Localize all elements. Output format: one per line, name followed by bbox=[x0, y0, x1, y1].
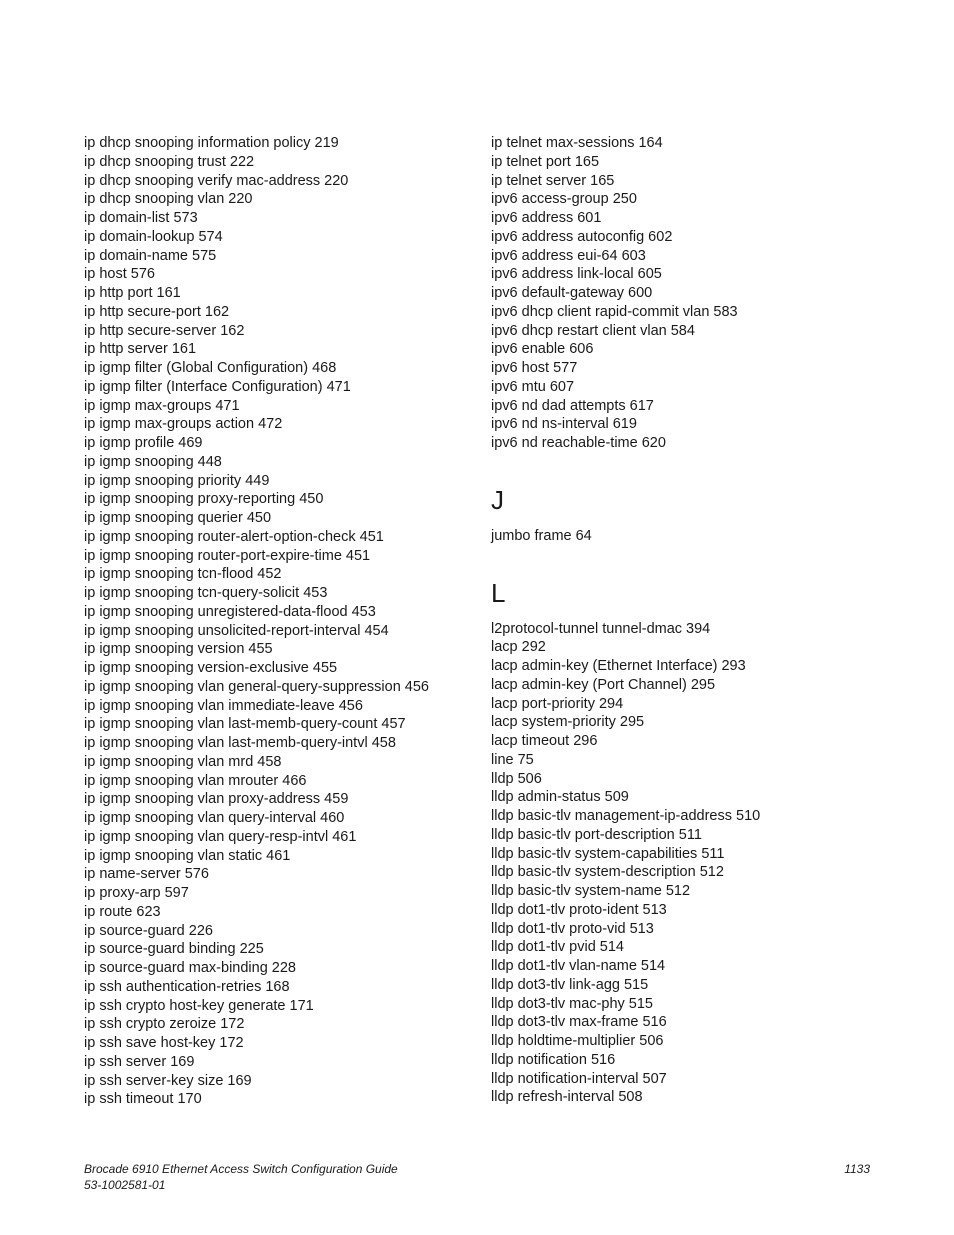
index-entry: ip http server 161 bbox=[84, 341, 197, 358]
index-list-l bbox=[491, 620, 911, 1108]
index-entry: ip igmp snooping tcn-flood 452 bbox=[84, 566, 282, 583]
index-entry: ip dhcp snooping verify mac-address 220 bbox=[84, 172, 349, 189]
index-entry: ip name-server 576 bbox=[84, 866, 209, 883]
index-entry: lacp system-priority 295 bbox=[491, 714, 645, 731]
index-entry: ip igmp snooping vlan last-memb-query-intvl 458 bbox=[84, 735, 396, 751]
index-entry: ipv6 nd dad attempts 617 bbox=[491, 397, 654, 414]
index-entry: ip igmp snooping vlan last-memb-query-count 457 bbox=[84, 716, 406, 733]
index-entry: lldp dot3-tlv mac-phy 515 bbox=[491, 995, 653, 1012]
index-entry: ip igmp snooping version 455 bbox=[84, 641, 273, 658]
footer-left bbox=[84, 1161, 398, 1193]
index-entry: ipv6 address autoconfig 602 bbox=[491, 228, 673, 245]
index-list-i-left bbox=[84, 134, 474, 1109]
index-entry: ip igmp snooping router-alert-option-check 451 bbox=[84, 528, 384, 545]
index-entry: ip telnet port 165 bbox=[491, 153, 600, 170]
index-entry: ip domain-name 575 bbox=[84, 247, 217, 264]
index-entry: ip dhcp snooping vlan 220 bbox=[84, 191, 253, 208]
index-entry: ip route 623 bbox=[84, 903, 161, 920]
index-entry: ip http secure-port 162 bbox=[84, 303, 230, 320]
index-entry: ip igmp snooping priority 449 bbox=[84, 472, 270, 489]
index-entry: ip dhcp snooping information policy 219 bbox=[84, 135, 339, 151]
index-entry: ip ssh timeout 170 bbox=[84, 1091, 202, 1108]
index-entry: ipv6 dhcp client rapid-commit vlan 583 bbox=[491, 303, 738, 320]
index-entry: ipv6 default-gateway 600 bbox=[491, 285, 653, 301]
index-entry: ipv6 address link-local 605 bbox=[491, 266, 662, 283]
index-list-j bbox=[491, 527, 911, 546]
index-entry: ipv6 nd ns-interval 619 bbox=[491, 416, 637, 433]
index-entry: lldp basic-tlv management-ip-address 510 bbox=[491, 808, 761, 824]
index-entry: lldp basic-tlv port-description 511 bbox=[491, 826, 702, 843]
index-entry: ip igmp snooping tcn-query-solicit 453 bbox=[84, 585, 328, 601]
index-entry: ip domain-list 573 bbox=[84, 210, 198, 226]
index-entry: ip igmp snooping vlan mrd 458 bbox=[84, 753, 282, 770]
index-entry: ip ssh crypto host-key generate 171 bbox=[84, 997, 314, 1014]
index-entry: lacp 292 bbox=[491, 639, 546, 656]
index-entry: lldp admin-status 509 bbox=[491, 789, 629, 806]
index-entry: ip dhcp snooping trust 222 bbox=[84, 153, 255, 170]
index-entry: ip igmp snooping vlan immediate-leave 456 bbox=[84, 697, 363, 714]
footer-right bbox=[844, 1161, 870, 1177]
index-entry: lldp notification 516 bbox=[491, 1051, 616, 1068]
index-entry: ip ssh crypto zeroize 172 bbox=[84, 1016, 245, 1033]
index-entry: lldp basic-tlv system-description 512 bbox=[491, 864, 724, 881]
index-entry: ip igmp filter (Interface Configuration) 471 bbox=[84, 378, 351, 395]
index-entry: ipv6 nd reachable-time 620 bbox=[491, 435, 666, 451]
section-heading-j: J bbox=[491, 484, 504, 515]
footer-doc-number: 53-1002581-01 bbox=[84, 1178, 166, 1192]
index-entry: ip igmp snooping unregistered-data-flood 453 bbox=[84, 603, 376, 620]
index-entry: lldp basic-tlv system-name 512 bbox=[491, 883, 691, 899]
index-entry: ip telnet server 165 bbox=[491, 172, 615, 189]
index-entry: ip igmp snooping vlan query-resp-intvl 461 bbox=[84, 828, 357, 845]
index-entry: ip http secure-server 162 bbox=[84, 322, 245, 339]
index-entry: lacp admin-key (Port Channel) 295 bbox=[491, 676, 716, 693]
index-entry: lacp admin-key (Ethernet Interface) 293 bbox=[491, 658, 746, 674]
index-entry: l2protocol-tunnel tunnel-dmac 394 bbox=[491, 620, 711, 637]
index-entry: ip igmp snooping vlan mrouter 466 bbox=[84, 772, 307, 789]
index-entry: ip igmp max-groups 471 bbox=[84, 397, 240, 414]
index-entry: lldp dot1-tlv vlan-name 514 bbox=[491, 958, 666, 974]
index-entry: lldp dot3-tlv link-agg 515 bbox=[491, 976, 649, 993]
index-entry: ipv6 mtu 607 bbox=[491, 378, 575, 395]
index-entry: ip igmp profile 469 bbox=[84, 435, 203, 451]
index-entry: ip ssh server 169 bbox=[84, 1053, 195, 1070]
index-entry: ip domain-lookup 574 bbox=[84, 228, 223, 245]
index-entry: ip igmp snooping unsolicited-report-interval 454 bbox=[84, 622, 389, 639]
index-entry: ip source-guard binding 225 bbox=[84, 941, 264, 958]
index-entry: lldp 506 bbox=[491, 770, 542, 787]
index-entry: lldp basic-tlv system-capabilities 511 bbox=[491, 845, 725, 862]
index-entry: ip igmp snooping vlan proxy-address 459 bbox=[84, 791, 349, 808]
index-entry: lldp notification-interval 507 bbox=[491, 1070, 667, 1087]
index-entry: ipv6 host 577 bbox=[491, 360, 578, 376]
index-entry: ip igmp max-groups action 472 bbox=[84, 416, 283, 433]
footer-doc-title: Brocade 6910 Ethernet Access Switch Configuration Guide bbox=[84, 1162, 398, 1176]
index-entry: lacp port-priority 294 bbox=[491, 695, 624, 712]
index-entry: ip igmp snooping vlan query-interval 460 bbox=[84, 810, 345, 826]
index-entry: ipv6 address 601 bbox=[491, 210, 602, 226]
index-entry: lldp holdtime-multiplier 506 bbox=[491, 1033, 664, 1049]
index-entry: lldp refresh-interval 508 bbox=[491, 1089, 643, 1106]
index-entry: ip ssh save host-key 172 bbox=[84, 1035, 244, 1051]
index-column-left bbox=[84, 134, 474, 1109]
index-entry: ipv6 access-group 250 bbox=[491, 191, 637, 208]
index-entry: jumbo frame 64 bbox=[491, 527, 592, 544]
index-entry: ip igmp snooping router-port-expire-time 451 bbox=[84, 547, 371, 564]
index-entry: ipv6 dhcp restart client vlan 584 bbox=[491, 322, 695, 339]
index-entry: ip igmp snooping vlan static 461 bbox=[84, 847, 291, 864]
index-entry: ip igmp snooping 448 bbox=[84, 453, 222, 470]
index-entry: ip igmp snooping querier 450 bbox=[84, 510, 272, 526]
index-entry: ipv6 address eui-64 603 bbox=[491, 247, 646, 264]
index-entry: lacp timeout 296 bbox=[491, 733, 598, 749]
index-entry: line 75 bbox=[491, 751, 534, 768]
index-entry: ip ssh server-key size 169 bbox=[84, 1072, 252, 1089]
index-entry: lldp dot1-tlv pvid 514 bbox=[491, 939, 624, 956]
index-entry: lldp dot1-tlv proto-vid 513 bbox=[491, 920, 654, 937]
index-entry: ip source-guard 226 bbox=[84, 922, 213, 939]
index-entry: ipv6 enable 606 bbox=[491, 341, 594, 358]
index-entry: ip igmp snooping vlan general-query-suppression 456 bbox=[84, 678, 429, 695]
index-entry: ip source-guard max-binding 228 bbox=[84, 960, 296, 976]
index-list-i-right bbox=[491, 134, 911, 453]
index-entry: ip telnet max-sessions 164 bbox=[491, 135, 663, 151]
index-entry: ip proxy-arp 597 bbox=[84, 885, 189, 901]
index-column-right bbox=[491, 134, 911, 1107]
index-entry: lldp dot1-tlv proto-ident 513 bbox=[491, 901, 667, 918]
index-entry: ip ssh authentication-retries 168 bbox=[84, 978, 290, 995]
index-entry: ip host 576 bbox=[84, 266, 155, 283]
index-entry: ip igmp filter (Global Configuration) 468 bbox=[84, 360, 337, 376]
index-entry: lldp dot3-tlv max-frame 516 bbox=[491, 1014, 667, 1031]
index-entry: ip http port 161 bbox=[84, 285, 181, 301]
section-heading-l: L bbox=[491, 577, 506, 608]
index-entry: ip igmp snooping version-exclusive 455 bbox=[84, 660, 338, 676]
footer-page-number: 1133 bbox=[844, 1162, 870, 1176]
index-entry: ip igmp snooping proxy-reporting 450 bbox=[84, 491, 324, 508]
